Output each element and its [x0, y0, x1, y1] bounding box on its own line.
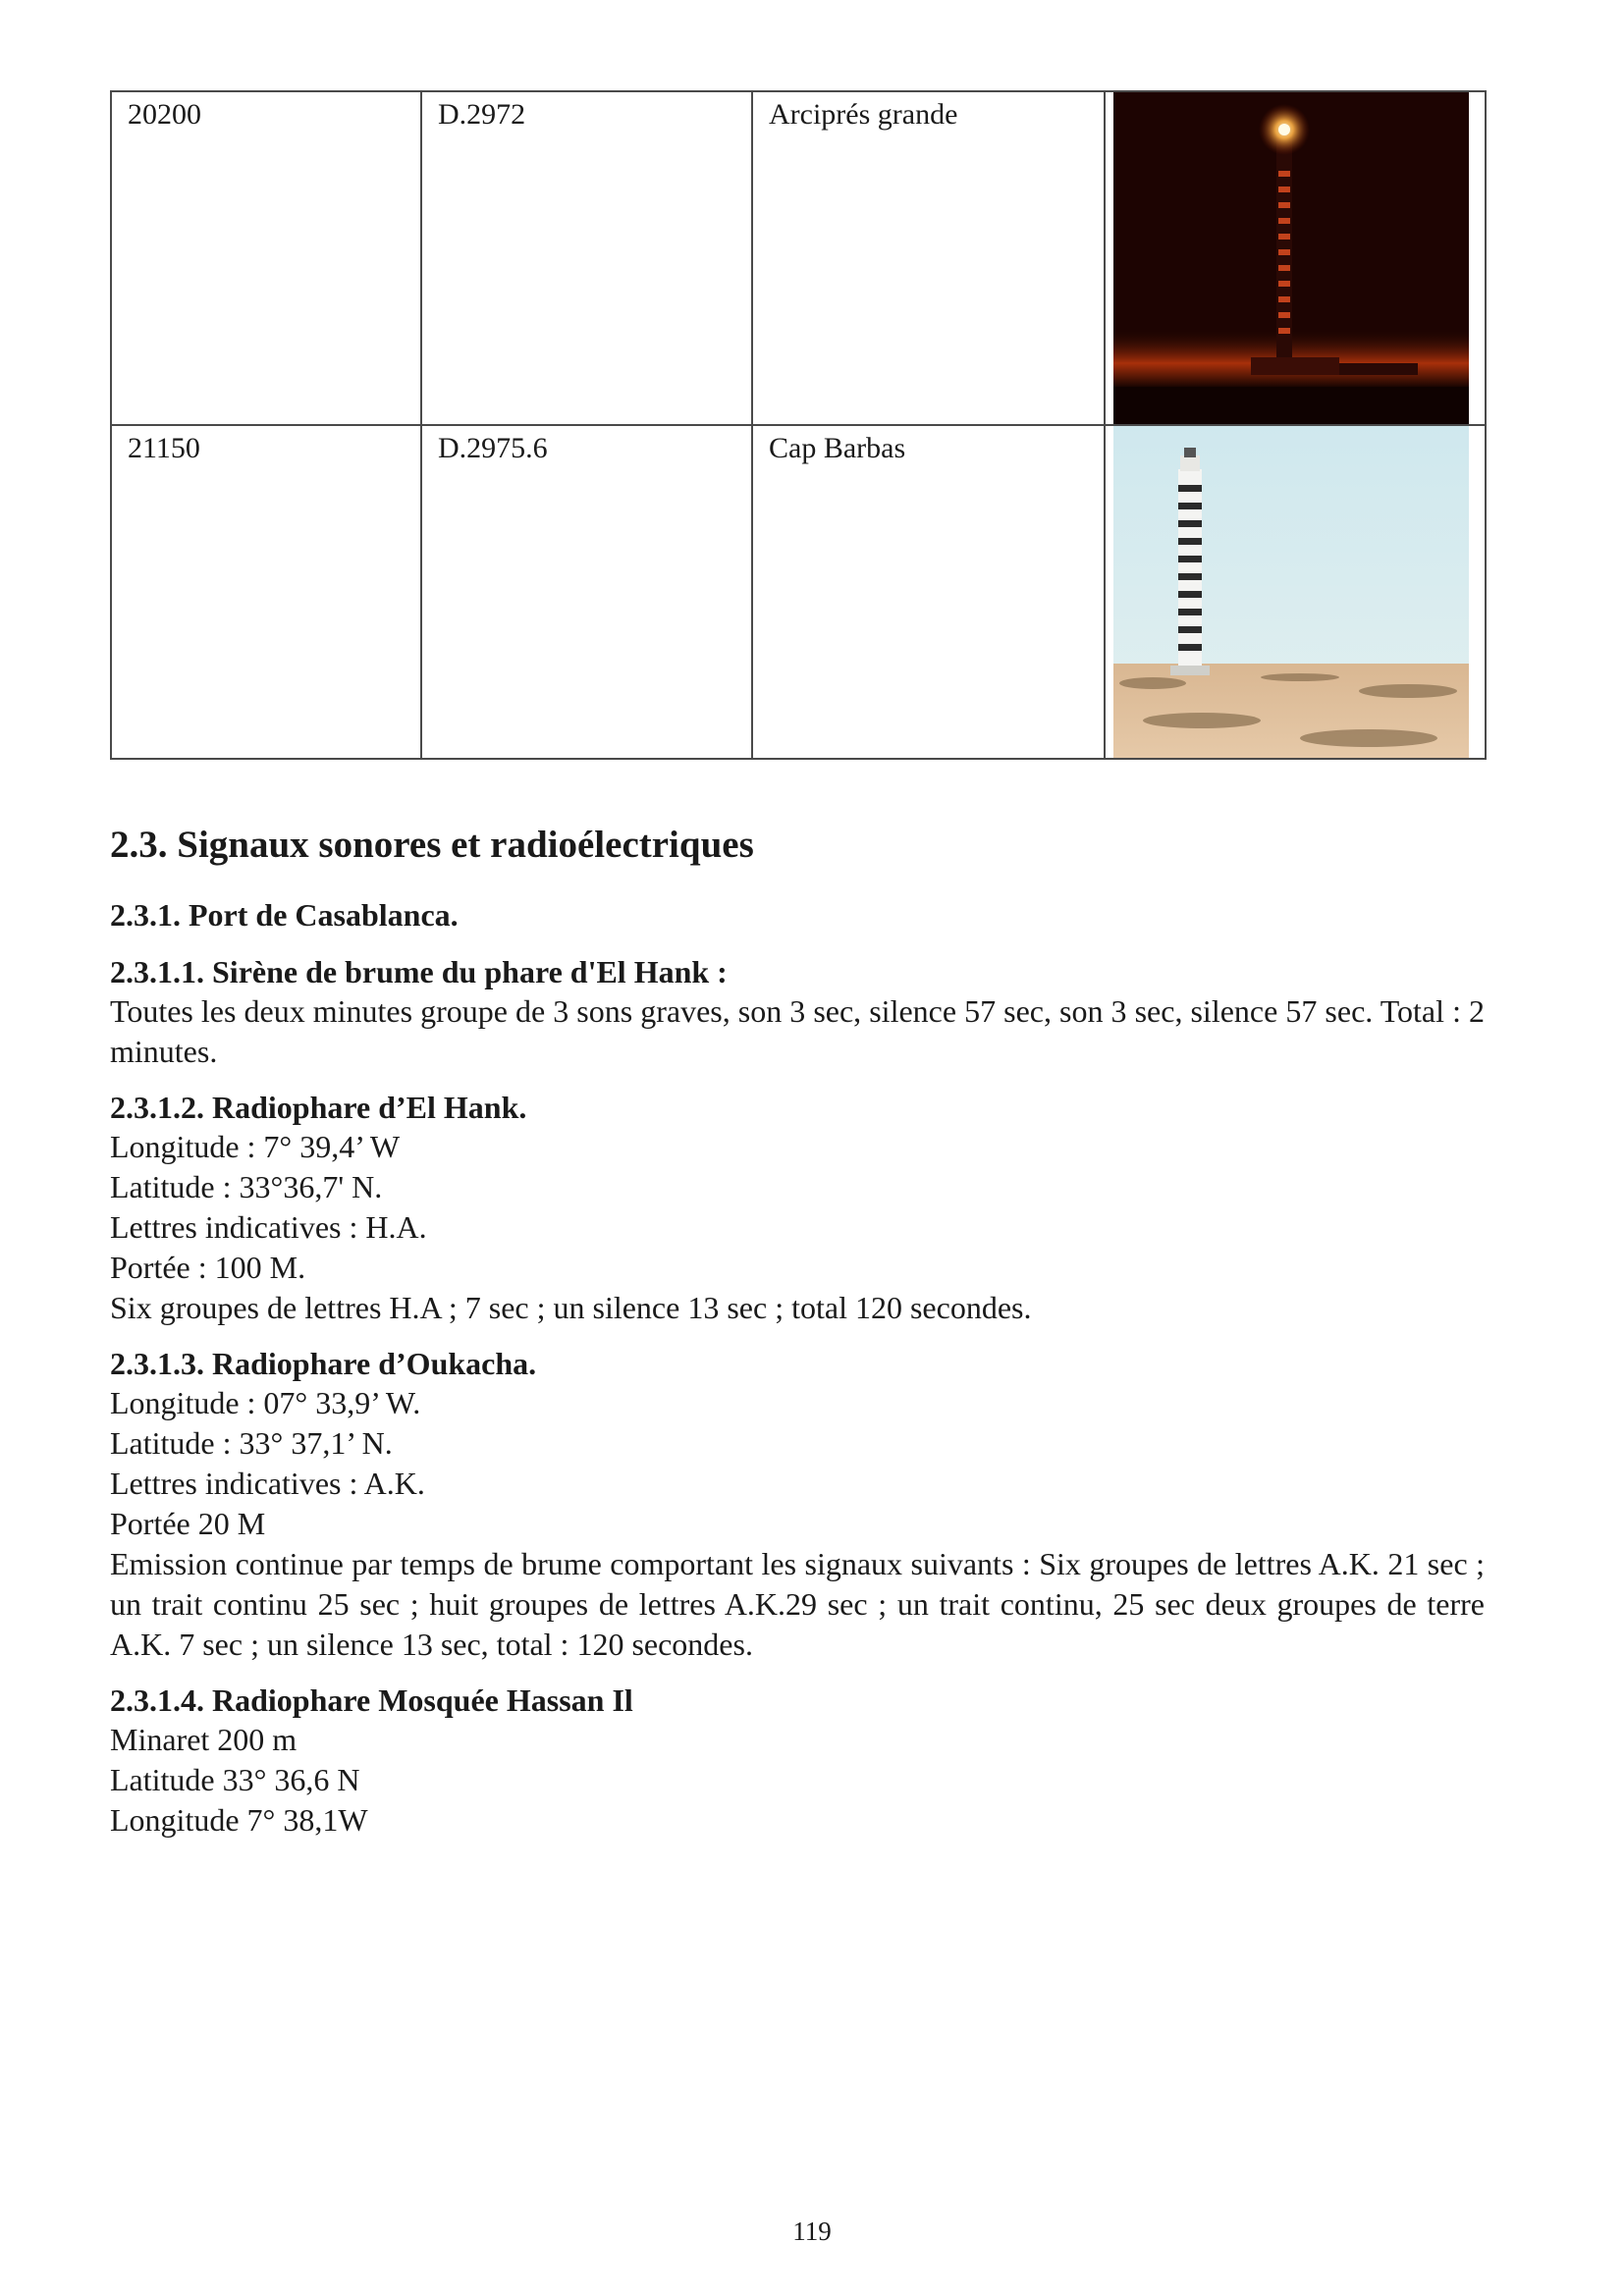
section-title: 2.3. Signaux sonores et radioélectriques — [110, 824, 754, 866]
lighthouse-table — [110, 90, 1487, 760]
lighthouse-day-photo — [1113, 426, 1469, 758]
section-content — [110, 821, 1485, 1856]
item-line: Latitude : 33°36,7' N. — [110, 1169, 383, 1204]
table-row — [111, 91, 1486, 425]
cell-name — [752, 425, 1105, 759]
cell-name — [752, 91, 1105, 425]
light-name: Arciprés grande — [769, 98, 958, 131]
item-line: Portée 20 M — [110, 1506, 266, 1541]
item-radiobeacon-el-hank — [110, 1088, 1485, 1328]
item-line: Longitude : 07° 33,9’ W. — [110, 1385, 421, 1420]
item-heading: 2.3.1.1. Sirène de brume du phare d'El Hank : — [110, 954, 728, 989]
light-reference: D.2972 — [438, 98, 526, 131]
light-number: 21150 — [128, 432, 200, 464]
table-row — [111, 425, 1486, 759]
item-paragraph: Emission continue par temps de brume comportant les signaux suivants : Six groupes de lettres A.K. 21 sec ; un trait continu 25 sec ; huit groupes de lettres A.K.29 sec ; un trait continu, 25 sec deux groupes de terre A.K. 7 sec ; un silence 13 sec, total : 120 secondes. — [110, 1546, 1485, 1662]
subsection-title: 2.3.1. Port de Casablanca. — [110, 897, 459, 933]
light-name: Cap Barbas — [769, 432, 906, 464]
item-line: Six groupes de lettres H.A ; 7 sec ; un silence 13 sec ; total 120 secondes. — [110, 1290, 1032, 1325]
cell-ref — [421, 425, 752, 759]
lighthouse-night-photo — [1113, 92, 1469, 424]
item-fog-siren — [110, 952, 1485, 1072]
item-heading: 2.3.1.2. Radiophare d’El Hank. — [110, 1090, 527, 1125]
item-line: Portée : 100 M. — [110, 1250, 306, 1285]
item-heading: 2.3.1.4. Radiophare Mosquée Hassan Il — [110, 1682, 633, 1718]
item-line: Longitude 7° 38,1W — [110, 1802, 368, 1838]
item-line: Minaret 200 m — [110, 1722, 298, 1757]
cell-ref — [421, 91, 752, 425]
light-reference: D.2975.6 — [438, 432, 548, 464]
page-number: 119 — [792, 2216, 832, 2246]
item-line: Lettres indicatives : A.K. — [110, 1466, 425, 1501]
item-paragraph: Toutes les deux minutes groupe de 3 sons graves, son 3 sec, silence 57 sec, son 3 sec, silence 57 sec. Total : 2 minutes. — [110, 993, 1485, 1069]
item-radiobeacon-oukacha — [110, 1344, 1485, 1665]
cell-photo — [1105, 425, 1486, 759]
item-heading: 2.3.1.3. Radiophare d’Oukacha. — [110, 1346, 537, 1381]
cell-photo — [1105, 91, 1486, 425]
light-number: 20200 — [128, 98, 201, 131]
item-line: Longitude : 7° 39,4’ W — [110, 1129, 401, 1164]
cell-number — [111, 91, 421, 425]
item-radiobeacon-hassan-ii — [110, 1681, 1485, 1841]
item-line: Latitude 33° 36,6 N — [110, 1762, 360, 1797]
item-line: Latitude : 33° 37,1’ N. — [110, 1425, 393, 1461]
cell-number — [111, 425, 421, 759]
item-line: Lettres indicatives : H.A. — [110, 1209, 427, 1245]
